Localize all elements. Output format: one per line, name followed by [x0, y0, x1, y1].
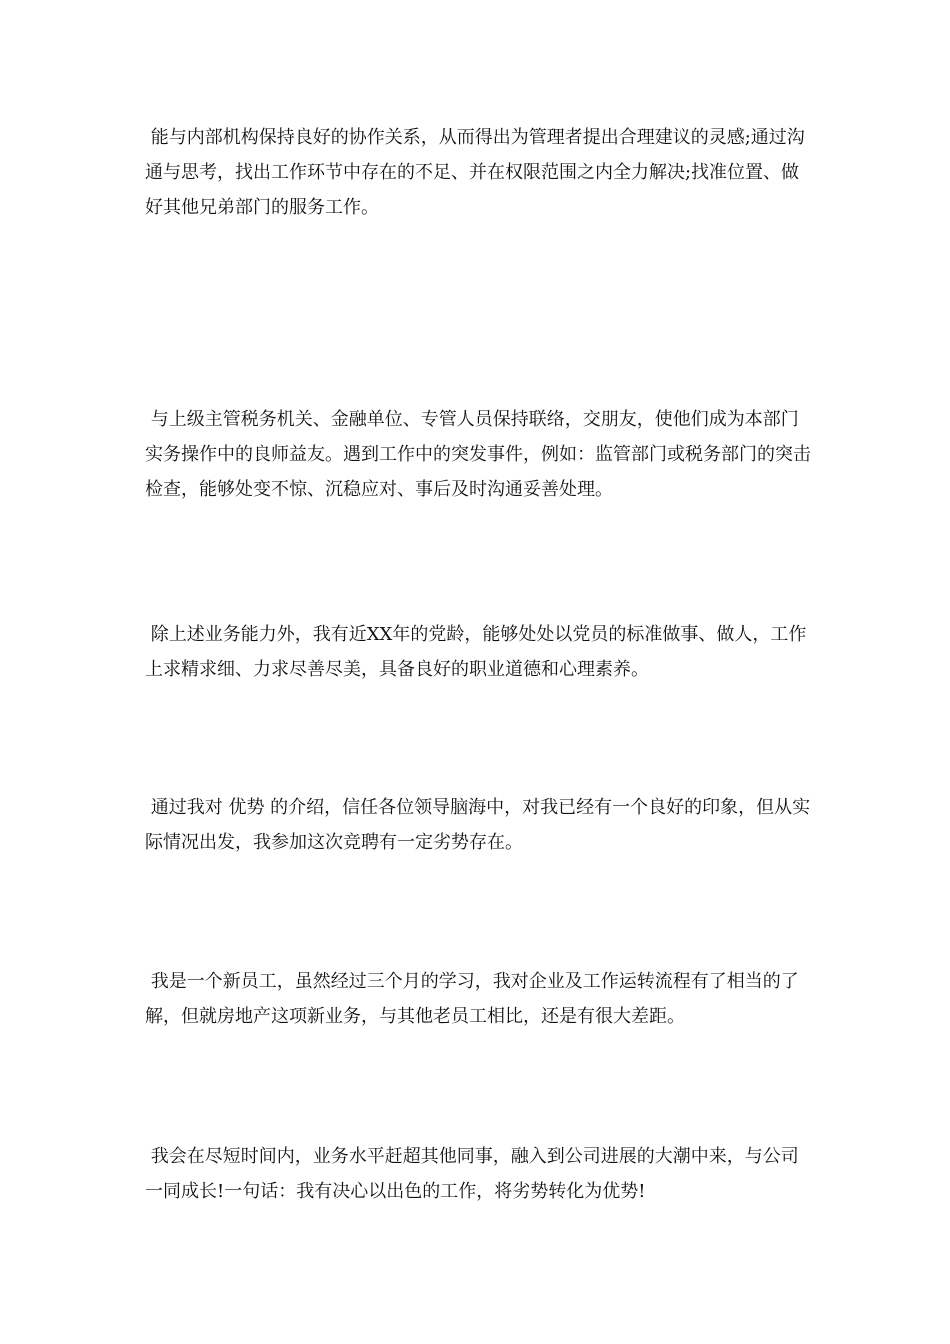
paragraph-new-employee: 我是一个新员工，虽然经过三个月的学习，我对企业及工作运转流程有了相当的了解，但就房地产这项新业务，与其他老员工相比，还是有很大差距。 — [145, 971, 799, 1027]
paragraph-party-membership: 除上述业务能力外，我有近XX年的党龄，能够处处以党员的标准做事、做人，工作上求精求细、力求尽善尽美，具备良好的职业道德和心理素养。 — [145, 624, 807, 680]
paragraph-external-relations: 与上级主管税务机关、金融单位、专管人员保持联络，交朋友，使他们成为本部门实务操作中的良师益友。遇到工作中的突发事件，例如：监管部门或税务部门的突击检查，能够处变不惊、沉稳应对、事后及时沟通妥善处理。 — [145, 409, 811, 500]
paragraph-determination: 我会在尽短时间内，业务水平赶超其他同事，融入到公司进展的大潮中来，与公司一同成长!一句话：我有决心以出色的工作，将劣势转化为优势! — [145, 1146, 799, 1202]
paragraph-advantages-summary: 通过我对 优势 的介绍，信任各位领导脑海中，对我已经有一个良好的印象，但从实际情况出发，我参加这次竞聘有一定劣势存在。 — [145, 797, 811, 853]
paragraph-cooperation: 能与内部机构保持良好的协作关系，从而得出为管理者提出合理建议的灵感;通过沟通与思考，找出工作环节中存在的不足、并在权限范围之内全力解决;找准位置、做好其他兄弟部门的服务工作。 — [145, 127, 805, 218]
